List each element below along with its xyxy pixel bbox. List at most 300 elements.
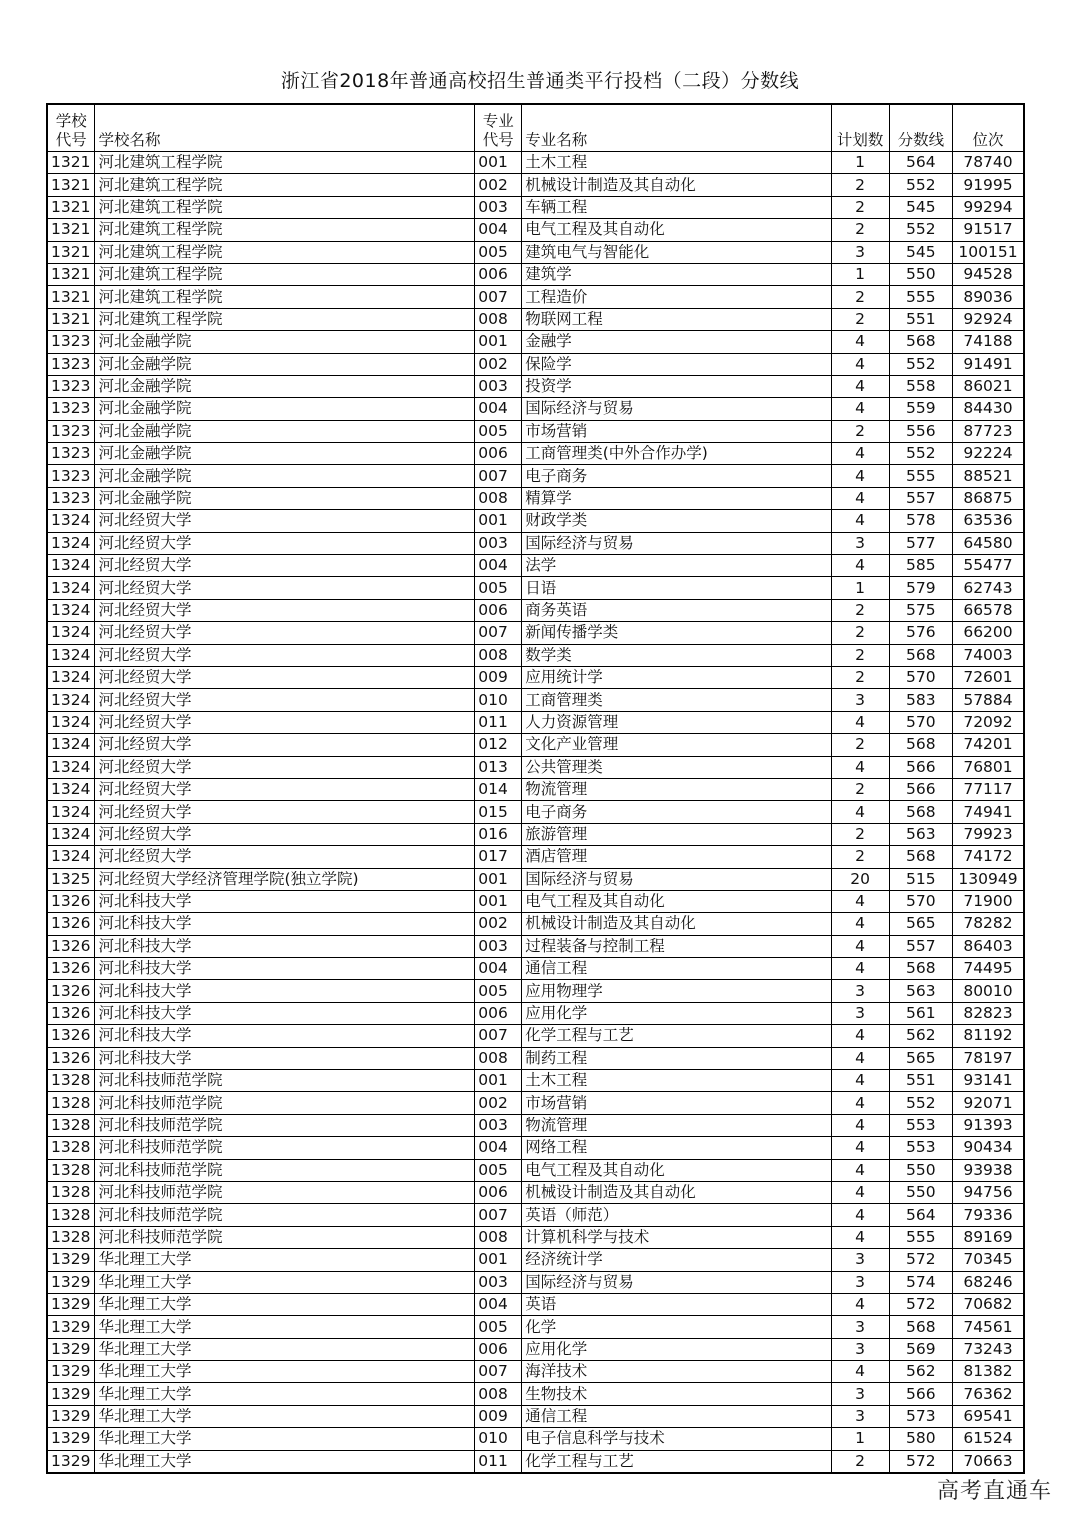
school-name-cell: 河北经贸大学经济管理学院(独立学院) — [95, 868, 475, 890]
rank-cell: 74003 — [952, 644, 1024, 666]
school-name-cell: 华北理工大学 — [95, 1293, 475, 1315]
major-code-cell: 007 — [475, 286, 522, 308]
score-line-cell: 576 — [889, 622, 952, 644]
table-row — [47, 1002, 1024, 1024]
header-school-code-line2: 代号 — [55, 131, 87, 149]
table-row — [47, 353, 1024, 375]
plan-count-cell: 2 — [831, 219, 889, 241]
rank-cell: 93141 — [952, 1070, 1024, 1092]
school-name-cell: 河北经贸大学 — [95, 778, 475, 800]
major-name-cell: 法学 — [522, 555, 831, 577]
score-line-cell: 557 — [889, 487, 952, 509]
table-row — [47, 375, 1024, 397]
school-name-cell: 河北建筑工程学院 — [95, 152, 475, 174]
school-name-cell: 河北经贸大学 — [95, 801, 475, 823]
score-line-cell: 568 — [889, 958, 952, 980]
school-code-cell: 1326 — [47, 913, 95, 935]
rank-cell: 94528 — [952, 263, 1024, 285]
table-row — [47, 1181, 1024, 1203]
table-row — [47, 308, 1024, 330]
rank-cell: 86875 — [952, 487, 1024, 509]
table-row — [47, 689, 1024, 711]
school-code-cell: 1328 — [47, 1114, 95, 1136]
major-code-cell: 010 — [475, 1428, 522, 1450]
school-code-cell: 1325 — [47, 868, 95, 890]
school-code-cell: 1323 — [47, 465, 95, 487]
major-name-cell: 网络工程 — [522, 1137, 831, 1159]
school-name-cell: 河北科技大学 — [95, 980, 475, 1002]
rank-cell: 94756 — [952, 1181, 1024, 1203]
score-line-cell: 545 — [889, 241, 952, 263]
table-row — [47, 1271, 1024, 1293]
rank-cell: 91393 — [952, 1114, 1024, 1136]
plan-count-cell: 4 — [831, 1181, 889, 1203]
rank-cell: 81192 — [952, 1025, 1024, 1047]
plan-count-cell: 4 — [831, 465, 889, 487]
plan-count-cell: 3 — [831, 1002, 889, 1024]
table-row — [47, 1293, 1024, 1315]
school-code-cell: 1323 — [47, 353, 95, 375]
score-line-cell: 559 — [889, 398, 952, 420]
major-code-cell: 007 — [475, 465, 522, 487]
major-code-cell: 006 — [475, 1338, 522, 1360]
table-row — [47, 152, 1024, 174]
plan-count-cell: 2 — [831, 286, 889, 308]
major-name-cell: 英语（师范） — [522, 1204, 831, 1226]
rank-cell: 62743 — [952, 577, 1024, 599]
plan-count-cell: 2 — [831, 308, 889, 330]
table-row — [47, 1204, 1024, 1226]
school-name-cell: 河北金融学院 — [95, 420, 475, 442]
school-code-cell: 1328 — [47, 1092, 95, 1114]
rank-cell: 66200 — [952, 622, 1024, 644]
school-name-cell: 华北理工大学 — [95, 1271, 475, 1293]
major-code-cell: 006 — [475, 263, 522, 285]
header-major-code — [475, 104, 522, 152]
major-name-cell: 物联网工程 — [522, 308, 831, 330]
rank-cell: 74201 — [952, 734, 1024, 756]
major-name-cell: 电气工程及其自动化 — [522, 890, 831, 912]
major-code-cell: 005 — [475, 980, 522, 1002]
plan-count-cell: 2 — [831, 420, 889, 442]
table-row — [47, 263, 1024, 285]
major-code-cell: 010 — [475, 689, 522, 711]
score-table — [46, 103, 1025, 1474]
school-code-cell: 1329 — [47, 1271, 95, 1293]
table-row — [47, 1025, 1024, 1047]
major-name-cell: 过程装备与控制工程 — [522, 935, 831, 957]
school-name-cell: 河北金融学院 — [95, 487, 475, 509]
plan-count-cell: 4 — [831, 353, 889, 375]
table-row — [47, 286, 1024, 308]
plan-count-cell: 2 — [831, 622, 889, 644]
score-line-cell: 577 — [889, 532, 952, 554]
rank-cell: 92924 — [952, 308, 1024, 330]
major-code-cell: 004 — [475, 219, 522, 241]
major-name-cell: 建筑学 — [522, 263, 831, 285]
school-name-cell: 河北建筑工程学院 — [95, 241, 475, 263]
school-name-cell: 河北经贸大学 — [95, 577, 475, 599]
score-line-cell: 551 — [889, 308, 952, 330]
major-code-cell: 009 — [475, 666, 522, 688]
major-code-cell: 006 — [475, 443, 522, 465]
school-name-cell: 华北理工大学 — [95, 1249, 475, 1271]
rank-cell: 87723 — [952, 420, 1024, 442]
rank-cell: 100151 — [952, 241, 1024, 263]
header-plan: 计划数 — [831, 104, 889, 152]
rank-cell: 91491 — [952, 353, 1024, 375]
rank-cell: 66578 — [952, 599, 1024, 621]
major-name-cell: 工商管理类(中外合作办学) — [522, 443, 831, 465]
major-code-cell: 004 — [475, 958, 522, 980]
rank-cell: 70682 — [952, 1293, 1024, 1315]
school-code-cell: 1329 — [47, 1383, 95, 1405]
header-major-code-line1: 专业 — [482, 112, 514, 130]
school-code-cell: 1321 — [47, 308, 95, 330]
plan-count-cell: 4 — [831, 1025, 889, 1047]
major-code-cell: 004 — [475, 398, 522, 420]
major-name-cell: 机械设计制造及其自动化 — [522, 1181, 831, 1203]
school-name-cell: 河北经贸大学 — [95, 846, 475, 868]
school-name-cell: 华北理工大学 — [95, 1338, 475, 1360]
school-code-cell: 1321 — [47, 263, 95, 285]
table-row — [47, 510, 1024, 532]
school-name-cell: 河北金融学院 — [95, 465, 475, 487]
rank-cell: 91995 — [952, 174, 1024, 196]
score-line-cell: 550 — [889, 1181, 952, 1203]
score-line-cell: 564 — [889, 1204, 952, 1226]
plan-count-cell: 2 — [831, 846, 889, 868]
major-name-cell: 应用物理学 — [522, 980, 831, 1002]
score-line-cell: 552 — [889, 443, 952, 465]
score-line-cell: 566 — [889, 756, 952, 778]
table-row — [47, 1428, 1024, 1450]
table-row — [47, 1361, 1024, 1383]
table-row — [47, 778, 1024, 800]
table-row — [47, 174, 1024, 196]
major-name-cell: 财政学类 — [522, 510, 831, 532]
rank-cell: 76801 — [952, 756, 1024, 778]
rank-cell: 88521 — [952, 465, 1024, 487]
school-code-cell: 1324 — [47, 801, 95, 823]
score-line-cell: 570 — [889, 890, 952, 912]
score-line-cell: 555 — [889, 1226, 952, 1248]
rank-cell: 74561 — [952, 1316, 1024, 1338]
table-row — [47, 711, 1024, 733]
score-line-cell: 563 — [889, 823, 952, 845]
school-name-cell: 华北理工大学 — [95, 1428, 475, 1450]
table-row — [47, 913, 1024, 935]
plan-count-cell: 3 — [831, 1249, 889, 1271]
score-line-cell: 552 — [889, 1092, 952, 1114]
table-row — [47, 1159, 1024, 1181]
rank-cell: 84430 — [952, 398, 1024, 420]
school-code-cell: 1321 — [47, 152, 95, 174]
school-name-cell: 河北经贸大学 — [95, 711, 475, 733]
major-code-cell: 004 — [475, 1137, 522, 1159]
major-name-cell: 电子信息科学与技术 — [522, 1428, 831, 1450]
plan-count-cell: 3 — [831, 1316, 889, 1338]
school-code-cell: 1324 — [47, 555, 95, 577]
rank-cell: 78282 — [952, 913, 1024, 935]
table-row — [47, 644, 1024, 666]
major-code-cell: 016 — [475, 823, 522, 845]
rank-cell: 80010 — [952, 980, 1024, 1002]
school-code-cell: 1324 — [47, 689, 95, 711]
school-name-cell: 河北经贸大学 — [95, 599, 475, 621]
plan-count-cell: 4 — [831, 890, 889, 912]
major-name-cell: 国际经济与贸易 — [522, 868, 831, 890]
major-name-cell: 物流管理 — [522, 778, 831, 800]
school-code-cell: 1329 — [47, 1428, 95, 1450]
school-code-cell: 1323 — [47, 398, 95, 420]
score-line-cell: 568 — [889, 644, 952, 666]
plan-count-cell: 2 — [831, 823, 889, 845]
school-name-cell: 河北科技师范学院 — [95, 1114, 475, 1136]
header-school-code-line1: 学校 — [55, 112, 87, 130]
school-code-cell: 1328 — [47, 1070, 95, 1092]
plan-count-cell: 3 — [831, 689, 889, 711]
school-code-cell: 1328 — [47, 1181, 95, 1203]
score-line-cell: 568 — [889, 734, 952, 756]
rank-cell: 74941 — [952, 801, 1024, 823]
plan-count-cell: 2 — [831, 644, 889, 666]
table-row — [47, 622, 1024, 644]
rank-cell: 99294 — [952, 196, 1024, 218]
major-name-cell: 土木工程 — [522, 1070, 831, 1092]
table-row — [47, 555, 1024, 577]
major-name-cell: 经济统计学 — [522, 1249, 831, 1271]
header-rank: 位次 — [952, 104, 1024, 152]
school-code-cell: 1326 — [47, 958, 95, 980]
major-name-cell: 文化产业管理 — [522, 734, 831, 756]
major-name-cell: 计算机科学与技术 — [522, 1226, 831, 1248]
school-code-cell: 1324 — [47, 734, 95, 756]
score-line-cell: 570 — [889, 711, 952, 733]
school-code-cell: 1326 — [47, 1047, 95, 1069]
school-name-cell: 河北科技师范学院 — [95, 1070, 475, 1092]
major-name-cell: 精算学 — [522, 487, 831, 509]
major-name-cell: 海洋技术 — [522, 1361, 831, 1383]
header-major-code-line2: 代号 — [482, 131, 514, 149]
plan-count-cell: 2 — [831, 174, 889, 196]
major-code-cell: 017 — [475, 846, 522, 868]
major-code-cell: 002 — [475, 913, 522, 935]
major-code-cell: 001 — [475, 1249, 522, 1271]
school-name-cell: 河北金融学院 — [95, 331, 475, 353]
school-code-cell: 1328 — [47, 1159, 95, 1181]
school-name-cell: 河北经贸大学 — [95, 756, 475, 778]
table-row — [47, 734, 1024, 756]
rank-cell: 92224 — [952, 443, 1024, 465]
major-code-cell: 008 — [475, 487, 522, 509]
header-school-code — [47, 104, 95, 152]
major-code-cell: 005 — [475, 420, 522, 442]
rank-cell: 71900 — [952, 890, 1024, 912]
major-name-cell: 市场营销 — [522, 420, 831, 442]
rank-cell: 70345 — [952, 1249, 1024, 1271]
school-name-cell: 河北金融学院 — [95, 375, 475, 397]
major-name-cell: 电气工程及其自动化 — [522, 1159, 831, 1181]
rank-cell: 64580 — [952, 532, 1024, 554]
table-row — [47, 241, 1024, 263]
score-line-cell: 568 — [889, 331, 952, 353]
score-line-cell: 565 — [889, 913, 952, 935]
table-row — [47, 958, 1024, 980]
school-name-cell: 河北经贸大学 — [95, 689, 475, 711]
rank-cell: 70663 — [952, 1450, 1024, 1473]
score-line-cell: 568 — [889, 801, 952, 823]
plan-count-cell: 3 — [831, 532, 889, 554]
school-name-cell: 华北理工大学 — [95, 1383, 475, 1405]
score-line-cell: 572 — [889, 1249, 952, 1271]
school-code-cell: 1329 — [47, 1338, 95, 1360]
major-code-cell: 007 — [475, 1361, 522, 1383]
rank-cell: 57884 — [952, 689, 1024, 711]
school-code-cell: 1323 — [47, 375, 95, 397]
table-row — [47, 1383, 1024, 1405]
score-line-cell: 579 — [889, 577, 952, 599]
score-line-cell: 550 — [889, 1159, 952, 1181]
major-code-cell: 003 — [475, 1271, 522, 1293]
major-name-cell: 物流管理 — [522, 1114, 831, 1136]
school-name-cell: 华北理工大学 — [95, 1316, 475, 1338]
plan-count-cell: 3 — [831, 980, 889, 1002]
plan-count-cell: 4 — [831, 1114, 889, 1136]
table-row — [47, 1047, 1024, 1069]
rank-cell: 90434 — [952, 1137, 1024, 1159]
school-code-cell: 1329 — [47, 1450, 95, 1473]
major-name-cell: 英语 — [522, 1293, 831, 1315]
score-line-cell: 568 — [889, 1316, 952, 1338]
major-name-cell: 新闻传播学类 — [522, 622, 831, 644]
plan-count-cell: 4 — [831, 913, 889, 935]
school-name-cell: 河北科技大学 — [95, 1047, 475, 1069]
school-code-cell: 1321 — [47, 286, 95, 308]
plan-count-cell: 2 — [831, 196, 889, 218]
plan-count-cell: 3 — [831, 1405, 889, 1427]
school-code-cell: 1324 — [47, 846, 95, 868]
plan-count-cell: 4 — [831, 398, 889, 420]
school-name-cell: 河北建筑工程学院 — [95, 196, 475, 218]
school-code-cell: 1323 — [47, 331, 95, 353]
major-name-cell: 车辆工程 — [522, 196, 831, 218]
rank-cell: 68246 — [952, 1271, 1024, 1293]
rank-cell: 61524 — [952, 1428, 1024, 1450]
table-row — [47, 1070, 1024, 1092]
school-name-cell: 华北理工大学 — [95, 1450, 475, 1473]
school-code-cell: 1321 — [47, 174, 95, 196]
table-row — [47, 801, 1024, 823]
table-row — [47, 465, 1024, 487]
major-code-cell: 006 — [475, 599, 522, 621]
major-code-cell: 008 — [475, 1383, 522, 1405]
plan-count-cell: 4 — [831, 958, 889, 980]
score-line-cell: 561 — [889, 1002, 952, 1024]
score-line-cell: 515 — [889, 868, 952, 890]
major-name-cell: 通信工程 — [522, 958, 831, 980]
plan-count-cell: 3 — [831, 1338, 889, 1360]
school-code-cell: 1324 — [47, 577, 95, 599]
plan-count-cell: 4 — [831, 1293, 889, 1315]
school-name-cell: 河北经贸大学 — [95, 644, 475, 666]
score-line-cell: 575 — [889, 599, 952, 621]
school-name-cell: 河北金融学院 — [95, 443, 475, 465]
plan-count-cell: 4 — [831, 1361, 889, 1383]
score-line-cell: 562 — [889, 1025, 952, 1047]
major-name-cell: 人力资源管理 — [522, 711, 831, 733]
major-code-cell: 013 — [475, 756, 522, 778]
major-code-cell: 001 — [475, 868, 522, 890]
major-name-cell: 国际经济与贸易 — [522, 1271, 831, 1293]
major-name-cell: 制药工程 — [522, 1047, 831, 1069]
major-name-cell: 金融学 — [522, 331, 831, 353]
plan-count-cell: 4 — [831, 443, 889, 465]
plan-count-cell: 4 — [831, 756, 889, 778]
major-name-cell: 商务英语 — [522, 599, 831, 621]
school-code-cell: 1324 — [47, 644, 95, 666]
school-name-cell: 河北经贸大学 — [95, 532, 475, 554]
major-code-cell: 015 — [475, 801, 522, 823]
major-code-cell: 014 — [475, 778, 522, 800]
major-name-cell: 应用统计学 — [522, 666, 831, 688]
school-name-cell: 河北金融学院 — [95, 353, 475, 375]
major-code-cell: 004 — [475, 1293, 522, 1315]
rank-cell: 72601 — [952, 666, 1024, 688]
plan-count-cell: 4 — [831, 1226, 889, 1248]
school-code-cell: 1324 — [47, 778, 95, 800]
major-code-cell: 003 — [475, 1114, 522, 1136]
school-code-cell: 1326 — [47, 980, 95, 1002]
table-row — [47, 868, 1024, 890]
rank-cell: 73243 — [952, 1338, 1024, 1360]
page-title: 浙江省2018年普通高校招生普通类平行投档（二段）分数线 — [280, 70, 800, 92]
score-line-cell: 572 — [889, 1293, 952, 1315]
major-code-cell: 003 — [475, 532, 522, 554]
major-name-cell: 通信工程 — [522, 1405, 831, 1427]
rank-cell: 72092 — [952, 711, 1024, 733]
table-row — [47, 1338, 1024, 1360]
school-code-cell: 1324 — [47, 666, 95, 688]
rank-cell: 130949 — [952, 868, 1024, 890]
table-row — [47, 1405, 1024, 1427]
major-code-cell: 005 — [475, 577, 522, 599]
table-row — [47, 756, 1024, 778]
table-row — [47, 980, 1024, 1002]
school-name-cell: 河北科技师范学院 — [95, 1226, 475, 1248]
major-code-cell: 008 — [475, 308, 522, 330]
school-name-cell: 河北科技师范学院 — [95, 1181, 475, 1203]
major-code-cell: 008 — [475, 644, 522, 666]
school-code-cell: 1324 — [47, 532, 95, 554]
major-code-cell: 003 — [475, 935, 522, 957]
table-row — [47, 599, 1024, 621]
school-name-cell: 华北理工大学 — [95, 1361, 475, 1383]
score-line-cell: 555 — [889, 286, 952, 308]
major-name-cell: 公共管理类 — [522, 756, 831, 778]
plan-count-cell: 2 — [831, 599, 889, 621]
score-line-cell: 574 — [889, 1271, 952, 1293]
score-line-cell: 585 — [889, 555, 952, 577]
major-code-cell: 003 — [475, 375, 522, 397]
table-row — [47, 1249, 1024, 1271]
score-line-cell: 562 — [889, 1361, 952, 1383]
school-code-cell: 1321 — [47, 219, 95, 241]
rank-cell: 82823 — [952, 1002, 1024, 1024]
table-row — [47, 1092, 1024, 1114]
score-line-cell: 552 — [889, 219, 952, 241]
major-name-cell: 化学工程与工艺 — [522, 1025, 831, 1047]
